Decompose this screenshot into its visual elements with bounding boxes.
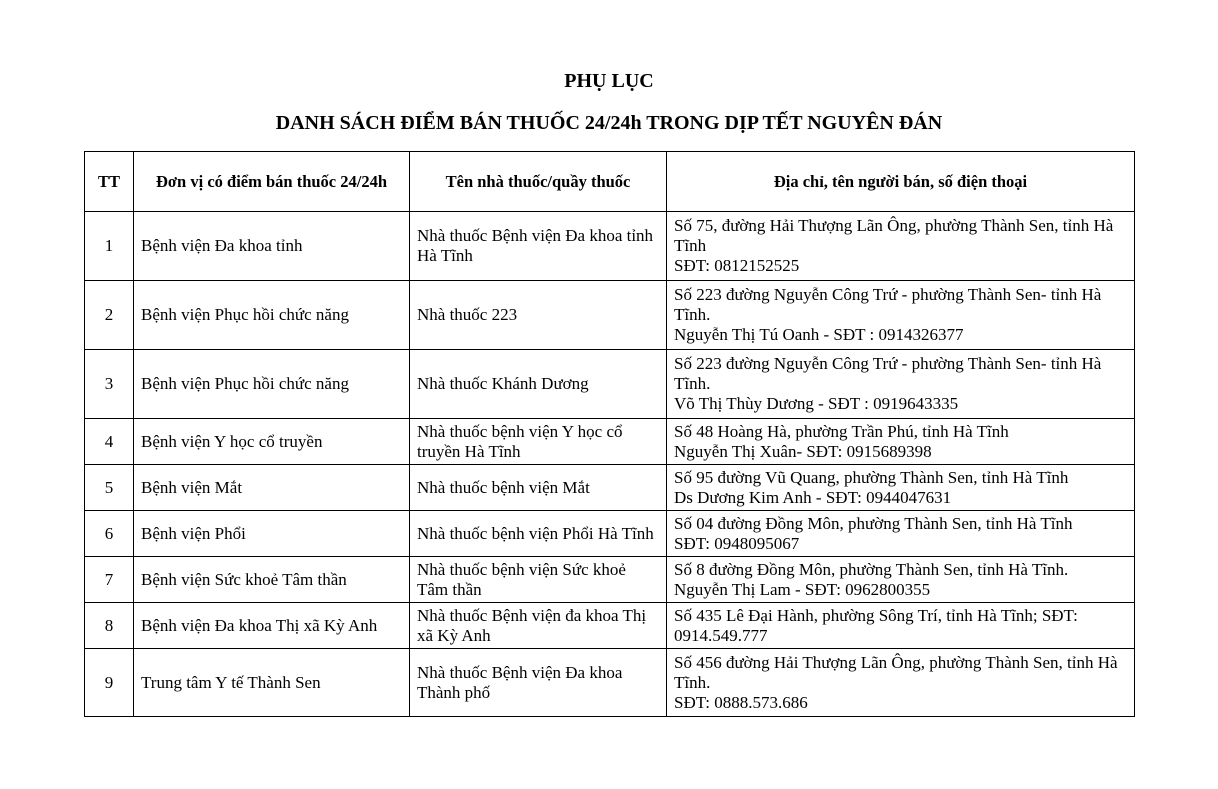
unit-cell: Bệnh viện Phổi (134, 511, 410, 557)
pharmacy-cell: Nhà thuốc bệnh viện Sức khoẻ Tâm thần (410, 557, 667, 603)
row-number: 3 (85, 350, 134, 419)
page-subtitle: DANH SÁCH ĐIỂM BÁN THUỐC 24/24h TRONG DỊP TẾT NGUYÊN ĐÁN (275, 112, 943, 134)
pharmacy-table (84, 151, 1135, 717)
table-row (85, 281, 1135, 350)
pharmacy-cell: Nhà thuốc bệnh viện Phổi Hà Tĩnh (410, 511, 667, 557)
unit-cell: Bệnh viện Đa khoa Thị xã Kỳ Anh (134, 603, 410, 649)
row-number: 8 (85, 603, 134, 649)
pharmacy-cell: Nhà thuốc 223 (410, 281, 667, 350)
address-line: Số 04 đường Đồng Môn, phường Thành Sen, tỉnh Hà Tĩnh (674, 513, 1073, 533)
address-cell (667, 350, 1135, 419)
table-row (85, 649, 1135, 717)
page-title: PHỤ LỤC (564, 70, 654, 92)
address-line: Số 48 Hoàng Hà, phường Trần Phú, tỉnh Hà Tĩnh (674, 421, 1009, 441)
table-row (85, 419, 1135, 465)
address-cell (667, 649, 1135, 717)
address-line: SĐT: 0888.573.686 (674, 692, 808, 712)
table-row (85, 212, 1135, 281)
address-line: Số 456 đường Hải Thượng Lãn Ông, phường Thành Sen, tỉnh Hà Tĩnh. (674, 652, 1118, 692)
row-number: 4 (85, 419, 134, 465)
unit-cell: Bệnh viện Y học cổ truyền (134, 419, 410, 465)
pharmacy-cell: Nhà thuốc Bệnh viện đa khoa Thị xã Kỳ Anh (410, 603, 667, 649)
address-cell (667, 603, 1135, 649)
column-header-tt: TT (85, 152, 134, 212)
unit-cell: Trung tâm Y tế Thành Sen (134, 649, 410, 717)
unit-cell: Bệnh viện Mắt (134, 465, 410, 511)
address-line: Ds Dương Kim Anh - SĐT: 0944047631 (674, 487, 952, 507)
column-header-address: Địa chỉ, tên người bán, số điện thoại (667, 152, 1135, 212)
address-line: Số 8 đường Đồng Môn, phường Thành Sen, tỉnh Hà Tĩnh. (674, 559, 1069, 579)
pharmacy-cell: Nhà thuốc Khánh Dương (410, 350, 667, 419)
address-line: Võ Thị Thùy Dương - SĐT : 0919643335 (674, 394, 959, 413)
unit-cell: Bệnh viện Phục hồi chức năng (134, 350, 410, 419)
table-row (85, 350, 1135, 419)
address-line: SĐT: 0812152525 (674, 256, 800, 275)
address-line: Số 223 đường Nguyễn Công Trứ - phường Thành Sen- tỉnh Hà Tĩnh. (674, 285, 1102, 324)
table-row (85, 465, 1135, 511)
pharmacy-cell: Nhà thuốc Bệnh viện Đa khoa tỉnh Hà Tĩnh (410, 212, 667, 281)
address-cell (667, 557, 1135, 603)
address-line: Số 95 đường Vũ Quang, phường Thành Sen, tỉnh Hà Tĩnh (674, 467, 1069, 487)
table-row (85, 511, 1135, 557)
pharmacy-cell: Nhà thuốc bệnh viện Y học cổ truyền Hà Tĩnh (410, 419, 667, 465)
row-number: 1 (85, 212, 134, 281)
column-header-pharmacy: Tên nhà thuốc/quầy thuốc (410, 152, 667, 212)
unit-cell: Bệnh viện Phục hồi chức năng (134, 281, 410, 350)
table-header-row (85, 152, 1135, 212)
row-number: 7 (85, 557, 134, 603)
address-cell (667, 281, 1135, 350)
row-number: 2 (85, 281, 134, 350)
address-cell (667, 212, 1135, 281)
address-line: SĐT: 0948095067 (674, 533, 800, 553)
column-header-unit: Đơn vị có điểm bán thuốc 24/24h (134, 152, 410, 212)
address-line: Nguyễn Thị Xuân- SĐT: 0915689398 (674, 441, 932, 461)
row-number: 9 (85, 649, 134, 717)
table-row (85, 603, 1135, 649)
address-line: Số 75, đường Hải Thượng Lãn Ông, phường Thành Sen, tỉnh Hà Tĩnh (674, 216, 1114, 255)
address-line: Nguyễn Thị Lam - SĐT: 0962800355 (674, 579, 931, 599)
address-line: Số 223 đường Nguyễn Công Trứ - phường Thành Sen- tỉnh Hà Tĩnh. (674, 354, 1102, 393)
unit-cell: Bệnh viện Sức khoẻ Tâm thần (134, 557, 410, 603)
pharmacy-cell: Nhà thuốc Bệnh viện Đa khoa Thành phố (410, 649, 667, 717)
table-row (85, 557, 1135, 603)
address-cell (667, 465, 1135, 511)
address-line: Nguyễn Thị Tú Oanh - SĐT : 0914326377 (674, 325, 964, 344)
row-number: 6 (85, 511, 134, 557)
address-cell (667, 511, 1135, 557)
pharmacy-cell: Nhà thuốc bệnh viện Mắt (410, 465, 667, 511)
address-cell (667, 419, 1135, 465)
address-line: Số 435 Lê Đại Hành, phường Sông Trí, tỉnh Hà Tĩnh; SĐT: 0914.549.777 (674, 605, 1078, 645)
unit-cell: Bệnh viện Đa khoa tỉnh (134, 212, 410, 281)
row-number: 5 (85, 465, 134, 511)
